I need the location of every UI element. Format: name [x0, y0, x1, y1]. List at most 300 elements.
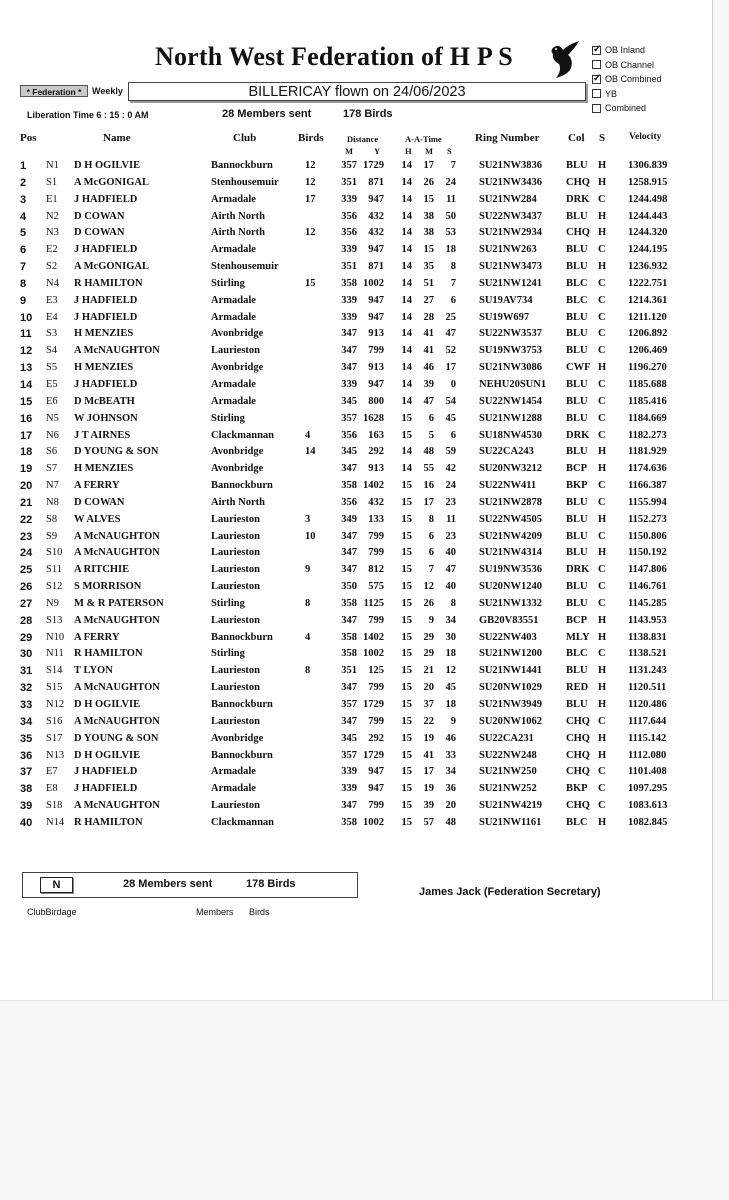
section-code-cell: N9: [46, 597, 59, 609]
distance-yards-cell: 913: [368, 328, 384, 340]
time-minutes-cell: 9: [428, 614, 434, 626]
time-seconds-cell: 36: [445, 783, 456, 795]
section-code-cell: N7: [46, 480, 59, 492]
footer-members-sent: 28 Members sent: [123, 878, 213, 890]
member-name-cell: A McNAUGHTON: [74, 800, 160, 812]
distance-miles-cell: 347: [341, 614, 357, 626]
birds-entered-cell: 8: [305, 597, 311, 609]
colour-cell: BLC: [566, 294, 588, 306]
club-name-cell: Stirling: [211, 648, 245, 660]
club-name-cell: Armadale: [211, 193, 256, 205]
member-name-cell: D H OGILVIE: [74, 699, 141, 710]
club-name-cell: Avonbridge: [211, 362, 264, 374]
position-cell: 1: [20, 160, 27, 172]
time-minutes-cell: 6: [428, 547, 434, 559]
distance-miles-cell: 351: [341, 665, 357, 677]
table-row: [0, 579, 712, 596]
sex-cell: C: [598, 597, 606, 609]
time-hours-cell: 14: [401, 176, 412, 188]
colour-cell: CHQ: [566, 176, 590, 188]
sex-cell: H: [598, 665, 607, 677]
time-minutes-cell: 12: [423, 581, 434, 593]
member-name-cell: J HADFIELD: [74, 193, 138, 205]
club-name-cell: Laurieston: [211, 614, 261, 626]
ring-number-cell: SU21NW1241: [479, 277, 543, 289]
section-code-cell: N11: [46, 648, 64, 660]
position-cell: 15: [20, 395, 33, 408]
position-cell: 35: [20, 732, 33, 745]
time-hours-cell: 15: [401, 800, 412, 812]
table-row: [0, 646, 712, 663]
position-cell: 40: [20, 816, 33, 829]
option-combined[interactable]: [592, 101, 662, 116]
club-name-cell: Laurieston: [211, 513, 261, 525]
position-cell: 4: [20, 210, 27, 223]
table-row: [0, 158, 712, 175]
time-minutes-cell: 22: [423, 715, 434, 727]
colour-cell: BLC: [566, 277, 588, 289]
club-name-cell: Armadale: [211, 766, 256, 778]
table-row: [0, 377, 712, 394]
club-name-cell: Laurieston: [211, 682, 261, 694]
club-name-cell: Bannockburn: [211, 699, 273, 710]
time-minutes-cell: 41: [423, 328, 434, 340]
col-sub-minutes: M: [425, 146, 434, 156]
table-row: [0, 276, 712, 293]
ring-number-cell: SU22NW403: [479, 631, 537, 643]
distance-miles-cell: 356: [341, 496, 357, 508]
section-code-cell: S10: [46, 547, 63, 559]
table-row: [0, 394, 712, 411]
time-hours-cell: 15: [401, 715, 412, 727]
colour-cell: BLU: [566, 665, 588, 677]
checkbox[interactable]: [592, 75, 601, 84]
section-code-cell: N10: [46, 631, 65, 643]
federation-button[interactable]: * Federation *: [20, 85, 88, 97]
distance-yards-cell: 432: [368, 227, 384, 239]
velocity-cell: 1211.120: [628, 311, 667, 323]
sex-cell: H: [598, 176, 607, 188]
time-hours-cell: 15: [401, 581, 412, 593]
time-seconds-cell: 47: [445, 328, 456, 340]
section-code-cell: N1: [46, 160, 59, 171]
club-name-cell: Stirling: [211, 412, 245, 424]
velocity-cell: 1120.486: [628, 699, 667, 710]
sex-cell: C: [598, 429, 606, 441]
time-minutes-cell: 17: [423, 160, 434, 171]
distance-miles-cell: 347: [341, 682, 357, 694]
liberation-time: Liberation Time 6 : 15 : 0 AM: [27, 110, 149, 120]
birds-entered-cell: 12: [305, 227, 316, 239]
option-ob-inland[interactable]: [592, 43, 662, 58]
time-seconds-cell: 42: [445, 463, 456, 475]
distance-miles-cell: 347: [341, 328, 357, 340]
velocity-cell: 1097.295: [628, 783, 668, 795]
sex-cell: H: [598, 513, 607, 525]
distance-yards-cell: 1402: [363, 631, 384, 643]
distance-miles-cell: 358: [341, 648, 357, 660]
sex-cell: C: [598, 345, 606, 357]
ring-number-cell: SU21NW3836: [479, 160, 543, 171]
colour-cell: BLU: [566, 530, 588, 542]
club-name-cell: Bannockburn: [211, 631, 273, 643]
sex-cell: C: [598, 412, 606, 424]
time-seconds-cell: 18: [445, 699, 456, 710]
table-row: [0, 596, 712, 613]
colour-cell: BLU: [566, 328, 588, 340]
ring-number-cell: SU21NW4209: [479, 530, 543, 542]
position-cell: 20: [20, 480, 33, 493]
ring-number-cell: SU20NW3212: [479, 463, 543, 475]
time-minutes-cell: 28: [423, 311, 434, 323]
member-name-cell: A McNAUGHTON: [74, 682, 160, 694]
velocity-cell: 1166.387: [628, 480, 667, 492]
time-minutes-cell: 57: [423, 816, 434, 828]
ring-number-cell: SU20NW1240: [479, 581, 543, 593]
section-code-cell: S7: [46, 463, 58, 475]
birds-entered-cell: 17: [305, 193, 316, 205]
colour-cell: BKP: [566, 783, 588, 795]
ring-number-cell: SU22NW1454: [479, 395, 543, 407]
birds-entered-cell: 10: [305, 530, 316, 542]
position-cell: 16: [20, 412, 33, 425]
page-edge: [712, 0, 713, 1000]
time-minutes-cell: 38: [423, 210, 434, 222]
secretary-signature: James Jack (Federation Secretary): [419, 886, 601, 898]
section-code-cell: N8: [46, 496, 59, 508]
member-name-cell: A FERRY: [74, 631, 120, 643]
distance-yards-cell: 913: [368, 463, 384, 475]
velocity-cell: 1244.443: [628, 210, 668, 222]
distance-miles-cell: 339: [341, 378, 357, 390]
club-name-cell: Stirling: [211, 277, 245, 289]
option-yb[interactable]: [592, 87, 662, 102]
time-seconds-cell: 50: [445, 210, 456, 222]
members-label: Members: [196, 907, 234, 917]
col-header-distance: Distance: [347, 134, 379, 144]
sex-cell: H: [598, 732, 607, 744]
section-code-cell: S2: [46, 261, 58, 273]
time-hours-cell: 15: [401, 564, 412, 576]
colour-cell: CHQ: [566, 732, 590, 744]
time-minutes-cell: 6: [428, 530, 434, 542]
sex-cell: C: [598, 480, 606, 492]
time-minutes-cell: 27: [423, 294, 434, 306]
time-minutes-cell: 19: [423, 732, 434, 744]
distance-yards-cell: 947: [368, 783, 384, 795]
time-seconds-cell: 8: [450, 597, 456, 609]
pigeon-logo-icon: [549, 40, 583, 80]
table-row: [0, 748, 712, 765]
ring-number-cell: SU22CA231: [479, 732, 534, 744]
ring-number-cell: SU21NW3086: [479, 362, 543, 374]
club-name-cell: Avonbridge: [211, 328, 264, 340]
sex-cell: H: [598, 816, 607, 828]
table-row: [0, 697, 712, 714]
distance-yards-cell: 799: [368, 614, 384, 626]
club-name-cell: Armadale: [211, 244, 256, 256]
position-cell: 12: [20, 345, 33, 358]
position-cell: 30: [20, 648, 33, 661]
position-cell: 29: [20, 631, 33, 644]
section-code-cell: S17: [46, 732, 63, 744]
distance-miles-cell: 339: [341, 311, 357, 323]
sex-cell: C: [598, 395, 606, 407]
distance-miles-cell: 347: [341, 362, 357, 374]
member-name-cell: A McNAUGHTON: [74, 345, 160, 357]
race-title-box: BILLERICAY flown on 24/06/2023: [128, 82, 586, 101]
position-cell: 18: [20, 446, 33, 459]
member-name-cell: J HADFIELD: [74, 294, 138, 306]
option-ob-channel[interactable]: [592, 58, 662, 73]
position-cell: 10: [20, 311, 33, 324]
position-cell: 2: [20, 176, 27, 189]
velocity-cell: 1120.511: [628, 682, 667, 694]
ring-number-cell: SU21NW4314: [479, 547, 543, 559]
club-name-cell: Armadale: [211, 294, 256, 306]
time-hours-cell: 14: [401, 261, 412, 273]
distance-miles-cell: 358: [341, 277, 357, 289]
time-minutes-cell: 8: [428, 513, 434, 525]
velocity-cell: 1185.416: [628, 395, 667, 407]
time-minutes-cell: 48: [423, 446, 434, 458]
member-name-cell: D COWAN: [74, 210, 125, 222]
table-row: [0, 175, 712, 192]
ring-number-cell: SU19NW3753: [479, 345, 543, 357]
time-hours-cell: 15: [401, 699, 412, 710]
distance-yards-cell: 913: [368, 362, 384, 374]
time-seconds-cell: 6: [450, 429, 456, 441]
sex-cell: H: [598, 446, 607, 458]
table-row: [0, 293, 712, 310]
time-hours-cell: 14: [401, 311, 412, 323]
sex-cell: H: [598, 463, 607, 475]
section-code-cell: S4: [46, 345, 58, 357]
colour-cell: CHQ: [566, 800, 590, 812]
time-seconds-cell: 11: [446, 193, 456, 205]
time-seconds-cell: 7: [450, 277, 456, 289]
velocity-cell: 1131.243: [628, 665, 667, 677]
sex-cell: C: [598, 294, 606, 306]
position-cell: 25: [20, 564, 33, 577]
sex-cell: C: [598, 648, 606, 660]
member-name-cell: J HADFIELD: [74, 378, 138, 390]
velocity-cell: 1082.845: [628, 816, 668, 828]
sex-cell: C: [598, 766, 606, 778]
time-minutes-cell: 26: [423, 597, 434, 609]
table-row: [0, 478, 712, 495]
time-hours-cell: 14: [401, 362, 412, 374]
ring-number-cell: SU21NW3436: [479, 176, 543, 188]
time-hours-cell: 14: [401, 294, 412, 306]
position-cell: 38: [20, 783, 33, 796]
time-seconds-cell: 12: [445, 665, 456, 677]
time-seconds-cell: 7: [450, 160, 456, 171]
club-name-cell: Avonbridge: [211, 446, 264, 458]
table-row: [0, 731, 712, 748]
velocity-cell: 1150.806: [628, 530, 667, 542]
ring-number-cell: SU19AV734: [479, 294, 533, 306]
time-hours-cell: 14: [401, 446, 412, 458]
club-name-cell: Laurieston: [211, 345, 261, 357]
time-hours-cell: 14: [401, 277, 412, 289]
table-row: [0, 798, 712, 815]
distance-miles-cell: 358: [341, 480, 357, 492]
distance-miles-cell: 356: [341, 227, 357, 239]
colour-cell: BLU: [566, 244, 588, 256]
section-code-cell: E6: [46, 395, 58, 407]
section-code-cell: E3: [46, 294, 58, 306]
colour-cell: BLU: [566, 261, 588, 273]
section-code-cell: N2: [46, 210, 59, 222]
sex-cell: H: [598, 749, 607, 761]
section-code-cell: E8: [46, 783, 58, 795]
member-name-cell: J HADFIELD: [74, 783, 138, 795]
time-hours-cell: 14: [401, 227, 412, 239]
member-name-cell: J HADFIELD: [74, 311, 138, 323]
ring-number-cell: SU22NW3537: [479, 328, 543, 340]
distance-yards-cell: 1729: [363, 749, 384, 761]
section-code-cell: S14: [46, 665, 63, 677]
section-code-cell: N12: [46, 699, 65, 710]
sex-cell: C: [598, 783, 606, 795]
club-name-cell: Bannockburn: [211, 749, 273, 761]
section-code-cell: S3: [46, 328, 58, 340]
time-minutes-cell: 41: [423, 345, 434, 357]
colour-cell: BLU: [566, 597, 588, 609]
velocity-cell: 1306.839: [628, 160, 668, 171]
distance-yards-cell: 575: [368, 581, 384, 593]
time-minutes-cell: 47: [423, 395, 434, 407]
section-code-cell: N14: [46, 816, 65, 828]
section-code-cell: S1: [46, 176, 58, 188]
table-row: [0, 411, 712, 428]
ring-number-cell: SU22NW411: [479, 480, 537, 492]
table-row: [0, 512, 712, 529]
time-hours-cell: 14: [401, 463, 412, 475]
distance-miles-cell: 358: [341, 816, 357, 828]
sex-cell: C: [598, 193, 606, 205]
distance-yards-cell: 947: [368, 244, 384, 256]
position-cell: 24: [20, 547, 33, 560]
colour-cell: CWF: [566, 362, 591, 374]
sex-cell: C: [598, 715, 606, 727]
member-name-cell: A FERRY: [74, 480, 120, 492]
colour-cell: CHQ: [566, 715, 590, 727]
distance-yards-cell: 947: [368, 193, 384, 205]
distance-yards-cell: 432: [368, 496, 384, 508]
table-row: [0, 545, 712, 562]
section-code-cell: S11: [46, 564, 62, 576]
section-code-cell: S5: [46, 362, 58, 374]
ring-number-cell: SU19NW3536: [479, 564, 543, 576]
member-name-cell: A McNAUGHTON: [74, 614, 160, 626]
time-hours-cell: 14: [401, 378, 412, 390]
sex-cell: C: [598, 311, 606, 323]
col-header-name: Name: [103, 132, 131, 144]
member-name-cell: A McGONIGAL: [74, 176, 149, 188]
velocity-cell: 1206.892: [628, 328, 668, 340]
position-cell: 5: [20, 227, 27, 240]
distance-yards-cell: 800: [368, 395, 384, 407]
distance-miles-cell: 339: [341, 294, 357, 306]
club-name-cell: Laurieston: [211, 665, 261, 677]
checkbox[interactable]: [592, 46, 601, 55]
position-cell: 37: [20, 766, 33, 779]
club-name-cell: Clackmannan: [211, 816, 275, 828]
velocity-cell: 1185.688: [628, 378, 667, 390]
ring-number-cell: SU19W697: [479, 311, 530, 323]
position-cell: 17: [20, 429, 33, 442]
col-header-aatime: A-A-Time: [405, 134, 442, 144]
option-ob-combined[interactable]: [592, 72, 662, 87]
checkbox[interactable]: [592, 60, 601, 69]
club-name-cell: Laurieston: [211, 581, 261, 593]
position-cell: 19: [20, 463, 33, 476]
sex-cell: C: [598, 328, 606, 340]
time-seconds-cell: 17: [445, 362, 456, 374]
member-name-cell: R HAMILTON: [74, 648, 143, 660]
time-seconds-cell: 53: [445, 227, 456, 239]
time-minutes-cell: 37: [423, 699, 434, 710]
distance-miles-cell: 356: [341, 210, 357, 222]
velocity-cell: 1184.669: [628, 412, 667, 424]
section-badge: N: [40, 877, 73, 893]
birds-label: Birds: [249, 907, 270, 917]
birds-entered-cell: 3: [305, 513, 311, 525]
member-name-cell: M & R PATERSON: [74, 597, 164, 609]
checkbox[interactable]: [592, 104, 601, 113]
col-header-sex: S: [599, 132, 606, 144]
section-code-cell: E5: [46, 378, 58, 390]
velocity-cell: 1143.953: [628, 614, 667, 626]
position-cell: 31: [20, 665, 33, 678]
time-minutes-cell: 19: [423, 783, 434, 795]
distance-yards-cell: 292: [368, 732, 384, 744]
position-cell: 28: [20, 614, 33, 627]
table-row: [0, 714, 712, 731]
club-name-cell: Laurieston: [211, 530, 261, 542]
time-seconds-cell: 34: [445, 614, 456, 626]
distance-yards-cell: 799: [368, 547, 384, 559]
time-seconds-cell: 46: [445, 732, 456, 744]
club-name-cell: Airth North: [211, 227, 265, 239]
checkbox[interactable]: [592, 89, 601, 98]
section-code-cell: N6: [46, 429, 59, 441]
time-seconds-cell: 23: [445, 530, 456, 542]
distance-miles-cell: 345: [341, 446, 357, 458]
time-seconds-cell: 11: [446, 513, 456, 525]
time-hours-cell: 15: [401, 480, 412, 492]
time-minutes-cell: 15: [423, 244, 434, 256]
time-seconds-cell: 18: [445, 648, 456, 660]
position-cell: 14: [20, 378, 33, 391]
distance-miles-cell: 347: [341, 547, 357, 559]
sex-cell: C: [598, 496, 606, 508]
table-row: [0, 360, 712, 377]
distance-yards-cell: 163: [368, 429, 384, 441]
distance-miles-cell: 347: [341, 715, 357, 727]
colour-cell: CHQ: [566, 749, 590, 761]
birds-entered-cell: 4: [305, 631, 311, 643]
table-row: [0, 326, 712, 343]
distance-miles-cell: 339: [341, 244, 357, 256]
col-header-pos: Pos: [20, 132, 37, 144]
time-seconds-cell: 20: [445, 800, 456, 812]
colour-cell: DRK: [566, 193, 590, 205]
time-hours-cell: 14: [401, 395, 412, 407]
table-row: [0, 663, 712, 680]
